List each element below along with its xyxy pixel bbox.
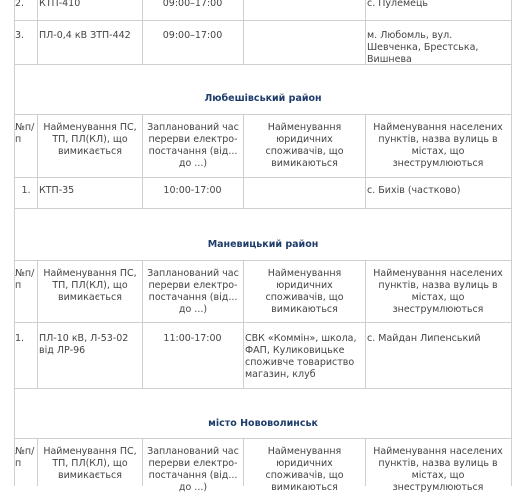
column-divider [142,438,143,486]
outage-time: 11:00-17:00 [163,333,222,344]
column-divider [243,438,244,486]
district-title: місто Нововолинськ [208,418,318,429]
header-num: №п/п [15,122,35,145]
header-num: №п/п [15,446,35,469]
affected-places: м. Любомль, вул. Шевченка, Брестська, Вишнева [367,30,479,65]
affected-places: с. Пулемець [367,0,429,9]
district-title: Любешівський район [204,93,322,104]
header-num: №п/п [15,268,35,291]
row-number: 3. [15,30,25,41]
district-title: Маневицький район [207,239,319,250]
header-legal: Найменування юридичних споживачів, що вимикаються [265,446,344,493]
header-places: Найменування населених пунктів, назва вулиць в містах, що знеструмлюються [373,122,503,169]
column-divider [365,438,366,486]
row-border [14,438,512,439]
column-divider [243,260,244,388]
row-border [14,208,512,209]
header-object: Найменування ПС, ТП, ПЛ(КЛ), що вимикається [43,268,137,303]
row-border [14,322,512,323]
row-border [14,20,512,21]
column-divider [243,114,244,208]
column-divider [365,0,366,64]
column-divider [365,114,366,208]
header-object: Найменування ПС, ТП, ПЛ(КЛ), що вимикається [43,446,137,481]
header-places: Найменування населених пунктів, назва вулиць в містах, що знеструмлюються [373,268,503,315]
column-divider [142,260,143,388]
row-number: 2. [15,0,25,9]
column-divider [37,260,38,388]
header-places: Найменування населених пунктів, назва вулиць в містах, що знеструмлюються [373,446,503,493]
object-name: ПЛ-0,4 кВ ЗТП-442 [39,30,131,41]
header-legal: Найменування юридичних споживачів, що вимикаються [265,268,344,315]
row-number: 1. [15,333,25,344]
affected-places: с. Майдан Липенський [367,333,481,344]
affected-places: с. Бихів (частково) [367,185,461,196]
column-divider [37,438,38,486]
column-divider [243,0,244,64]
object-name: ПЛ-10 кВ, Л-53-02 від ЛР-96 [39,333,129,356]
column-divider [37,0,38,64]
column-divider [365,260,366,388]
header-time: Запланований час перерви електро-постачання (від... до ...) [147,268,239,315]
outage-time: 09:00–17:00 [162,0,223,9]
row-border [14,260,512,261]
header-object: Найменування ПС, ТП, ПЛ(КЛ), що вимикається [43,122,137,157]
row-border [14,177,512,178]
header-legal: Найменування юридичних споживачів, що вимикаються [265,122,344,169]
legal-consumers: СВК «Коммін», школа, ФАП, Куликовицьке споживче товариство магазин, клуб [245,333,357,380]
row-border [14,114,512,115]
object-name: КТП-35 [39,185,75,196]
outage-time: 10:00-17:00 [163,185,222,196]
object-name: КТП-410 [39,0,81,9]
outage-time: 09:00–17:00 [162,30,223,41]
header-time: Запланований час перерви електро-постачання (від... до ...) [147,446,239,493]
column-divider [37,114,38,208]
row-border [14,388,512,389]
row-number: 1. [21,185,31,196]
header-time: Запланований час перерви електро-постачання (від... до ...) [147,122,239,169]
